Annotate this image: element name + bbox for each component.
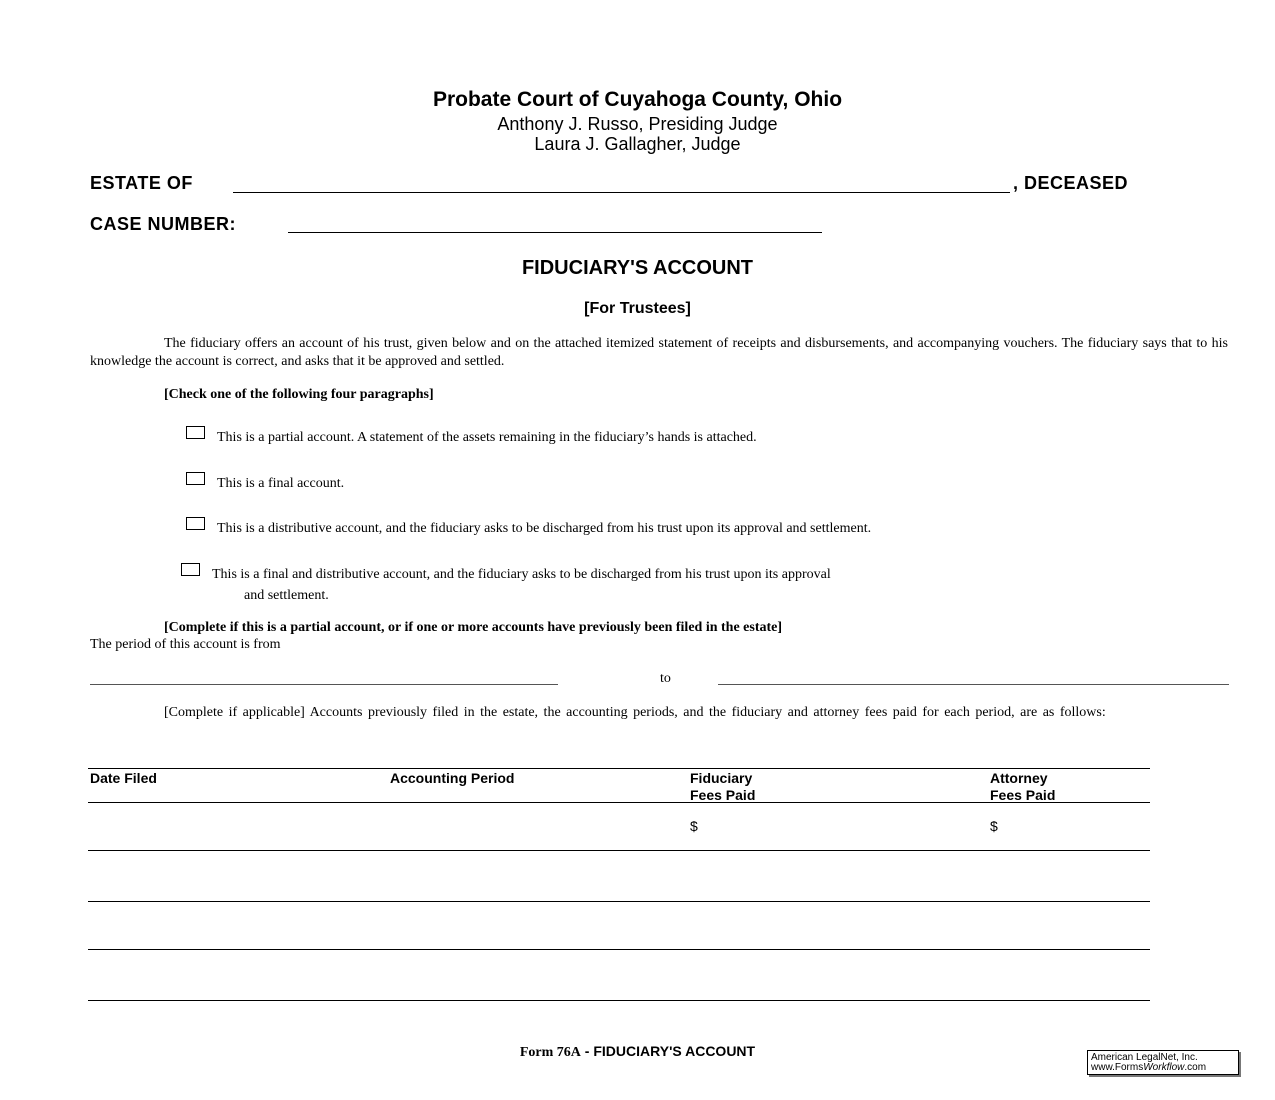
col-header-accounting-period-text: Accounting Period	[390, 770, 515, 786]
period-to-label: to	[660, 671, 671, 686]
court-name: Probate Court of Cuyahoga County, Ohio	[432, 88, 843, 111]
table-top-rule	[88, 768, 1150, 769]
fiduciary-fees-currency: $	[690, 818, 698, 834]
table-bottom-rule	[88, 1000, 1150, 1001]
option-final-checkbox[interactable]	[186, 472, 205, 485]
vendor-url-b: Workflow	[1143, 1062, 1185, 1073]
option-distributive-checkbox[interactable]	[186, 517, 205, 530]
option-final-distributive-text-cont: and settlement.	[244, 588, 329, 603]
attorney-fees-currency: $	[990, 818, 998, 834]
vendor-stamp	[1087, 1050, 1239, 1075]
col-header-date-filed	[90, 770, 157, 787]
table-row[interactable]	[88, 852, 1150, 900]
estate-label: ESTATE OF	[90, 173, 193, 193]
previous-accounts-paragraph: [Complete if applicable] Accounts previously filed in the estate, the accounting periods, and the fiduciary and attorney fees paid for each period, are as follows:	[164, 705, 1106, 720]
vendor-url-a: www.Forms	[1091, 1062, 1144, 1073]
col-header-attorney-line1: Attorney	[990, 770, 1048, 786]
option-partial-checkbox[interactable]	[186, 426, 205, 439]
case-number-label: CASE NUMBER:	[90, 214, 237, 234]
period-label: The period of this account is from	[90, 637, 281, 652]
period-to-field[interactable]	[718, 684, 1229, 685]
form-subtitle: [For Trustees]	[584, 300, 691, 317]
judge: Laura J. Gallagher, Judge	[534, 134, 741, 154]
col-header-date-filed-text: Date Filed	[90, 770, 157, 786]
col-header-fiduciary-line2: Fees Paid	[690, 787, 756, 803]
col-header-attorney-fees	[990, 770, 1055, 804]
vendor-url	[1091, 1063, 1235, 1073]
deceased-label: , DECEASED	[1013, 173, 1129, 193]
form-number: Form 76A	[519, 1045, 581, 1060]
case-number-field[interactable]	[288, 232, 822, 233]
period-from-field[interactable]	[90, 684, 558, 685]
option-partial-text: This is a partial account. A statement of the assets remaining in the fiduciary’s hands is attached.	[217, 430, 757, 445]
table-row[interactable]	[88, 951, 1150, 999]
option-final-text: This is a final account.	[217, 476, 345, 491]
col-header-fiduciary-line1: Fiduciary	[690, 770, 753, 786]
estate-name-field[interactable]	[233, 192, 1010, 193]
vendor-name: American LegalNet, Inc.	[1091, 1052, 1198, 1063]
vendor-url-c: .com	[1184, 1062, 1207, 1073]
table-row[interactable]	[88, 804, 1150, 850]
partial-instruction: [Complete if this is a partial account, or if one or more accounts have previously been filed in the estate]	[164, 620, 783, 635]
option-final-distributive-checkbox[interactable]	[181, 563, 200, 576]
form-footer-name: - FIDUCIARY'S ACCOUNT	[580, 1043, 756, 1059]
presiding-judge: Anthony J. Russo, Presiding Judge	[497, 114, 778, 134]
form-title: FIDUCIARY'S ACCOUNT	[521, 257, 754, 279]
option-final-distributive-text: This is a final and distributive account, and the fiduciary asks to be discharged from his trust upon its approval	[212, 567, 831, 582]
table-header-rule	[88, 802, 1150, 803]
check-instruction: [Check one of the following four paragraphs]	[164, 387, 434, 402]
intro-paragraph: The fiduciary offers an account of his trust, given below and on the attached itemized statement of receipts and disbursements, and accompanying vouchers. The fiduciary says that to his knowledge the account is correct, and asks that it be approved and settled.	[90, 336, 1228, 369]
col-header-accounting-period	[390, 770, 514, 787]
table-row-rule	[88, 949, 1150, 950]
table-row[interactable]	[88, 903, 1150, 948]
table-row-rule	[88, 850, 1150, 851]
table-row-rule	[88, 901, 1150, 902]
col-header-attorney-line2: Fees Paid	[990, 787, 1056, 803]
option-distributive-text: This is a distributive account, and the fiduciary asks to be discharged from his trust upon its approval and settlement.	[217, 521, 872, 536]
form-footer	[0, 1043, 1275, 1061]
col-header-fiduciary-fees	[690, 770, 755, 804]
